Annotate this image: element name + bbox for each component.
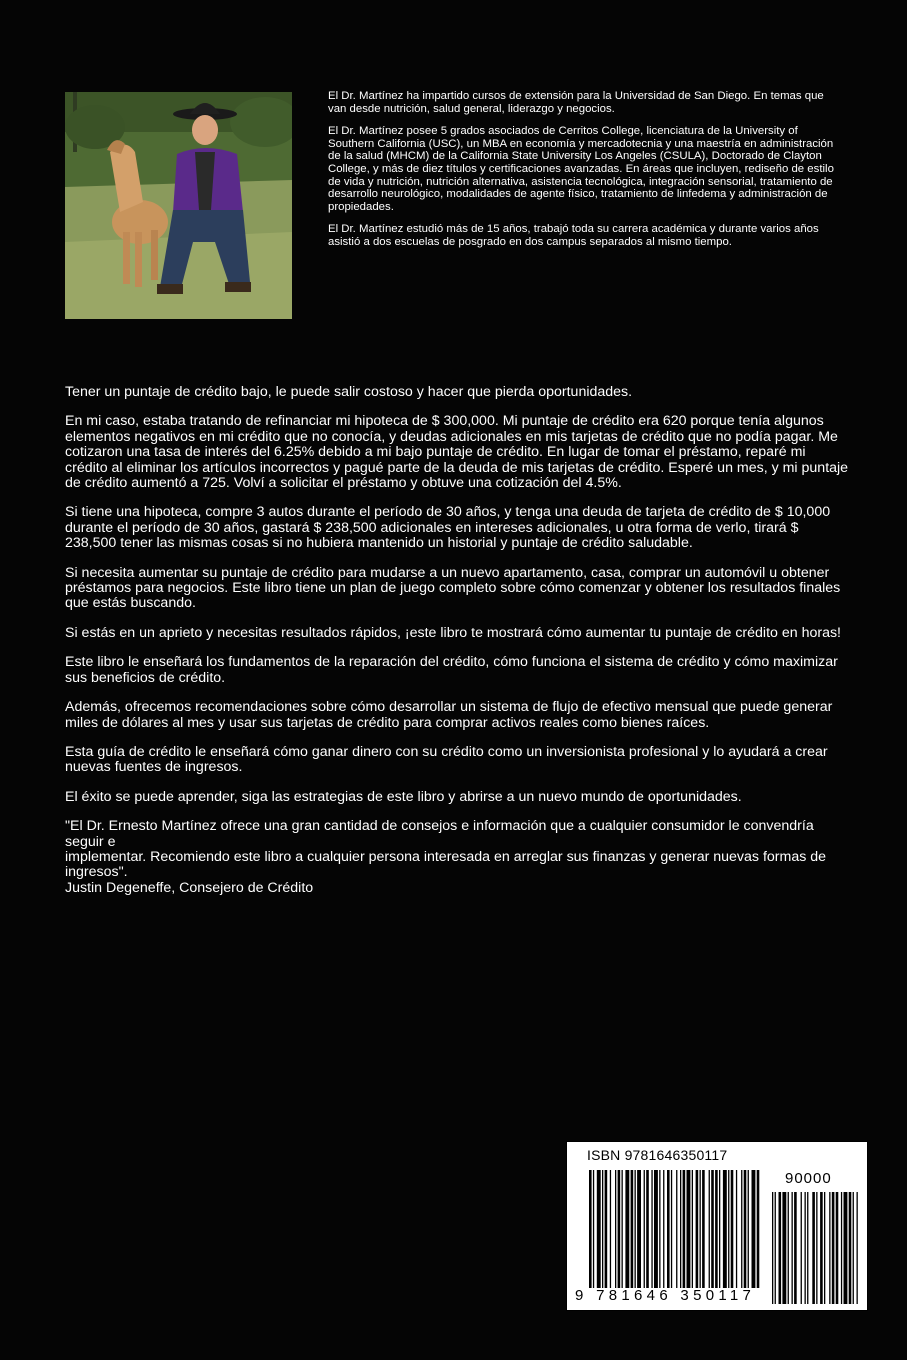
barcode-bar (676, 1170, 677, 1288)
barcode-bar (779, 1192, 782, 1304)
barcode-bar (654, 1170, 658, 1288)
barcode-bar (736, 1170, 737, 1288)
barcode-bar (651, 1170, 652, 1288)
barcode-graphic (567, 1142, 867, 1310)
barcode-bar (711, 1170, 714, 1288)
barcode-bar (602, 1170, 603, 1288)
barcode-bar (622, 1170, 623, 1288)
description-paragraph: Este libro le enseñará los fundamentos de la reparación del crédito, cómo funciona el sistema de crédito y cómo maximizar sus beneficios de crédito. (65, 654, 838, 686)
barcode-bar (702, 1170, 705, 1288)
barcode-bar (646, 1170, 649, 1288)
barcode-bar (667, 1170, 670, 1288)
barcode-bar (671, 1170, 672, 1288)
price-code: 90000 (785, 1170, 832, 1187)
isbn-barcode (566, 1141, 868, 1311)
description-paragraph: El éxito se puede aprender, siga las estrategias de este libro y abrirse a un nuevo mundo de oportunidades. (65, 788, 742, 805)
description-paragraph: Si estás en un aprieto y necesitas resultados rápidos, ¡este libro te mostrará cómo aumentar tu puntaje de crédito en horas! (65, 624, 842, 641)
barcode-bar (832, 1192, 835, 1304)
barcode-bar (841, 1192, 842, 1304)
barcode-bar (805, 1192, 806, 1304)
barcode-bar (782, 1192, 786, 1304)
author-photo (65, 92, 292, 319)
barcode-bar (723, 1170, 727, 1288)
barcode-bar (757, 1170, 760, 1288)
barcode-bar (663, 1170, 664, 1288)
barcode-bar (709, 1170, 710, 1288)
barcode-bar (680, 1170, 681, 1288)
barcode-bar (728, 1170, 729, 1288)
barcode-bar (792, 1192, 793, 1304)
isbn-label: ISBN 9781646350117 (587, 1147, 728, 1163)
barcode-bar (635, 1170, 636, 1288)
barcode-bar (615, 1170, 616, 1288)
barcode-bar (829, 1192, 830, 1304)
quote-line-2: implementar. Recomiendo este libro a cualquier persona interesada en arreglar sus finanzas y generar nuevas formas de ingresos". (65, 848, 827, 881)
barcode-bar (744, 1170, 747, 1288)
barcode-bar (625, 1170, 629, 1288)
barcode-bar (719, 1170, 720, 1288)
book-description (65, 385, 850, 910)
quote-attribution: Justin Degeneffe, Consejero de Crédito (65, 879, 314, 896)
barcode-bar (700, 1170, 701, 1288)
barcode-bar (812, 1192, 815, 1304)
barcode-bar (687, 1170, 691, 1288)
barcode-bar (610, 1170, 611, 1288)
barcode-bar (748, 1170, 749, 1288)
author-bio (328, 90, 843, 259)
barcode-bar (824, 1192, 825, 1304)
testimonial-quote (65, 819, 850, 896)
barcode-bar (788, 1192, 789, 1304)
description-paragraph: Si tiene una hipoteca, compre 3 autos durante el período de 30 años, y tenga una deuda de tarjeta de crédito de $ 10,000 durante el período de 30 años, gastará $ 238,500 adicionales en intereses adicionales, u otra forma de verlo, tirará $ 238,500 tener las mismas cosas si no hubiera mantenido un historial y puntaje de crédito saludable. (65, 504, 831, 552)
barcode-bar (618, 1170, 621, 1288)
barcode-bar (683, 1170, 686, 1288)
bio-paragraph: El Dr. Martínez posee 5 grados asociados de Cerritos College, licenciatura de la University of Southern California (USC), un MBA en economía y mercadotecnia y una maestría en administración de la salud (MHCM) de la California State University Los Angeles (CSULA), Doctorado de Clayton College, y más de diez títulos y certificaciones avanzadas. En áreas que incluyen, rediseño de estilo de vida y nutrición, nutrición alternativa, asistencia tecnológica, integración sensorial, tratamiento de desarrollo neurológico, modalidades de agente físico, tratamiento de linfedema y administración de propiedades. (328, 125, 834, 213)
barcode-bar (741, 1170, 742, 1288)
isbn-digits: 9 781646 350117 (575, 1287, 756, 1304)
barcode-bar (801, 1192, 802, 1304)
barcode-bar (692, 1170, 693, 1288)
bio-paragraph: El Dr. Martínez ha impartido cursos de extensión para la Universidad de San Diego. En temas que van desde nutrición, salud general, liderazgo y negocios. (328, 90, 824, 115)
barcode-bar (715, 1170, 718, 1288)
description-paragraph: Tener un puntaje de crédito bajo, le puede salir costoso y hacer que pierda oportunidades. (65, 384, 633, 400)
barcode-bar (637, 1170, 641, 1288)
description-paragraph: En mi caso, estaba tratando de refinanciar mi hipoteca de $ 300,000. Mi puntaje de crédito era 620 porque tenía algunos elementos negativos en mi crédito que no conocía, y deudas adicionales en mis tarjetas de crédito que no podía pagar. Me cotizaron una tasa de interés del 6.25% debido a mi bajo puntaje de crédito. En lugar de tomar el préstamo, reparé mi crédito al eliminar los artículos incorrectos y pagué parte de la deuda de mis tarjetas de crédito. Esperé un mes, y mi puntaje de crédito aumentó a 725. Volví a solicitar el préstamo y obtuve una cotización del 4.5%. (65, 413, 849, 492)
description-paragraph: Esta guía de crédito le enseñará cómo ganar dinero con su crédito como un inversionista profesional y lo ayudará a crear nuevas fuentes de ingresos. (65, 743, 828, 776)
barcode-bar (605, 1170, 608, 1288)
barcode-bar (731, 1170, 734, 1288)
barcode-bar (807, 1192, 808, 1304)
barcode-bar (853, 1192, 854, 1304)
barcode-bar (752, 1170, 756, 1288)
bio-paragraph: El Dr. Martínez estudió más de 15 años, trabajó toda su carrera académica y durante varios años asistió a dos escuelas de posgrado en dos campus separados al mismo tiempo. (328, 223, 819, 248)
barcode-bar (631, 1170, 634, 1288)
description-paragraph: Además, ofrecemos recomendaciones sobre cómo desarrollar un sistema de flujo de efectivo mensual que puede generar miles de dólares al mes y usar sus tarjetas de crédito para comprar activos reales como bienes raíces. (65, 699, 833, 731)
barcode-bar (816, 1192, 817, 1304)
barcode-bar (775, 1192, 776, 1304)
barcode-bar (849, 1192, 852, 1304)
barcode-bar (644, 1170, 645, 1288)
barcode-bar (794, 1192, 797, 1304)
barcode-bar (772, 1192, 773, 1304)
quote-line-1: "El Dr. Ernesto Martínez ofrece una gran cantidad de consejos e información que a cualquier consumidor le convendría seguir e (65, 818, 814, 850)
barcode-bar (836, 1192, 839, 1304)
barcode-bar (589, 1170, 592, 1288)
barcode-bar (820, 1192, 823, 1304)
barcode-bar (597, 1170, 601, 1288)
barcode-bar (844, 1192, 848, 1304)
barcode-bar (857, 1192, 858, 1304)
barcode-bar (696, 1170, 699, 1288)
barcode-bar (659, 1170, 660, 1288)
barcode-bar (593, 1170, 594, 1288)
description-paragraph: Si necesita aumentar su puntaje de crédito para mudarse a un nuevo apartamento, casa, comprar un automóvil u obtener préstamos para negocios. Este libro tiene un plan de juego completo sobre cómo comenzar y obtener los resultados finales que estás buscando. (65, 564, 841, 612)
